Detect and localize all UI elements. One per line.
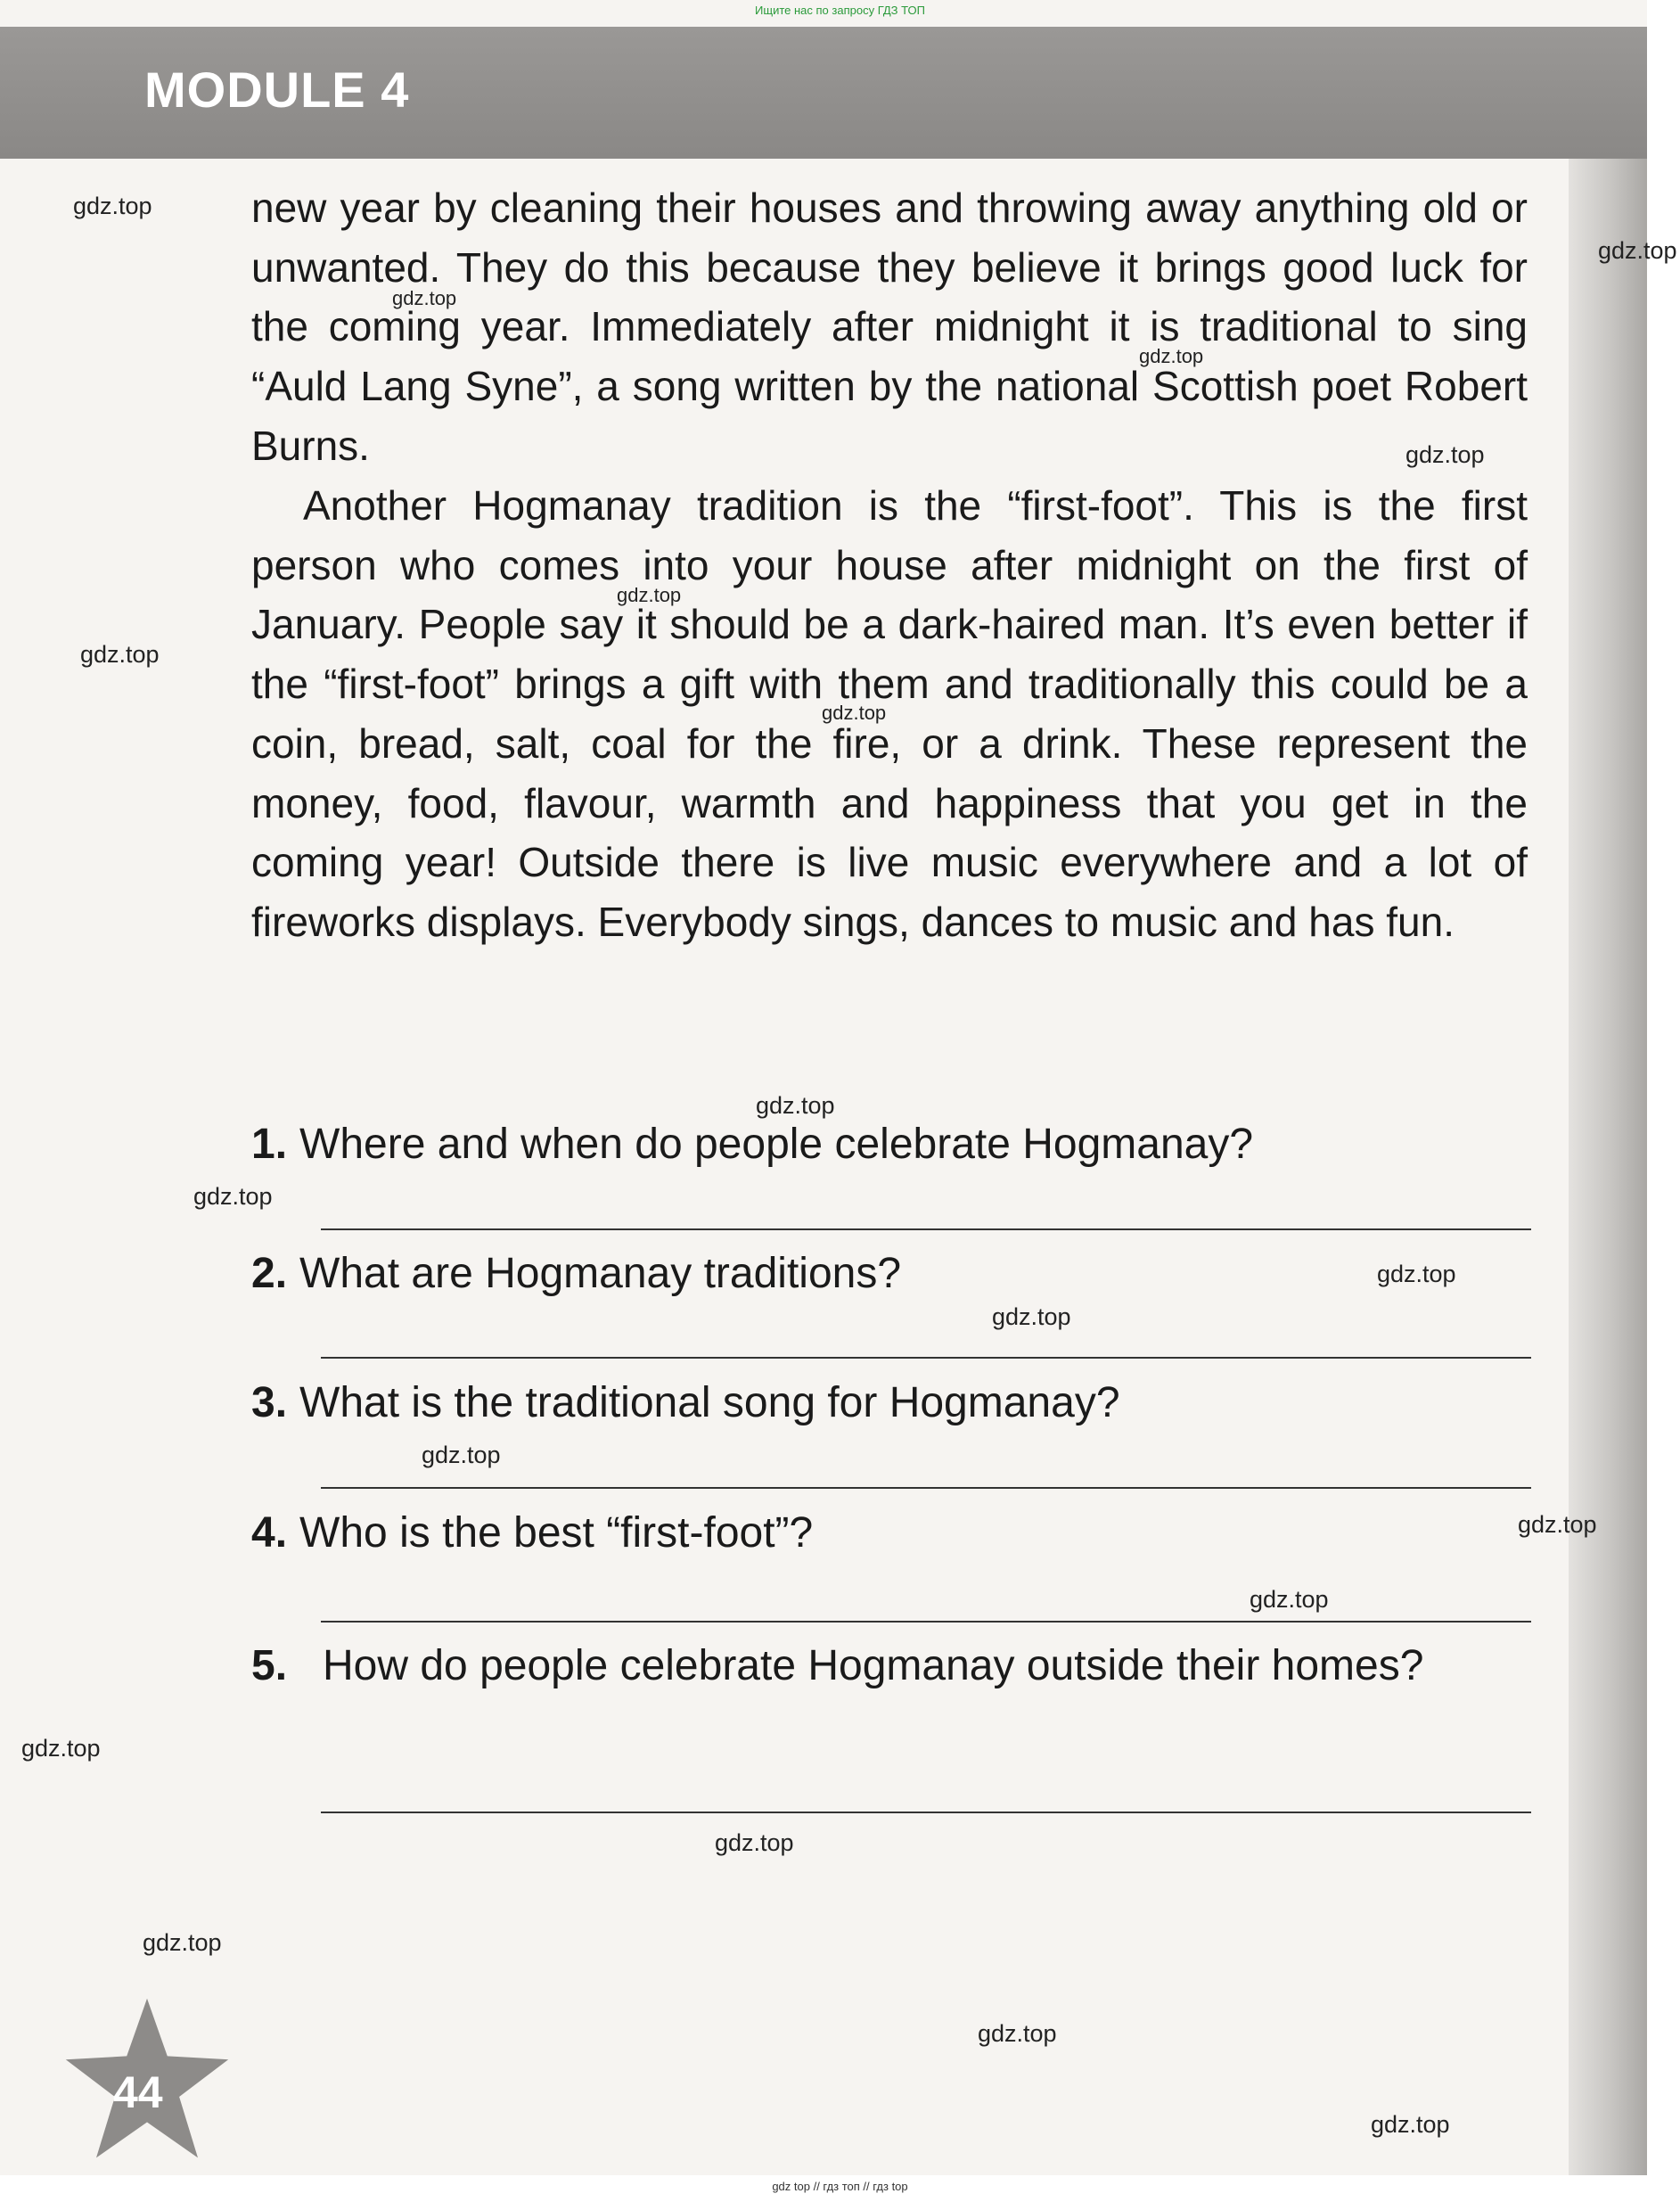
watermark: gdz.top: [1377, 1261, 1456, 1287]
watermark: gdz.top: [992, 1303, 1071, 1330]
answer-line-4[interactable]: [321, 1621, 1531, 1623]
question-4: [251, 1503, 1535, 1564]
watermark: gdz.top: [1598, 237, 1677, 264]
question-number: 2.: [251, 1250, 288, 1297]
question-number: 4.: [251, 1509, 288, 1557]
watermark: gdz.top: [392, 287, 457, 309]
watermark: gdz.top: [1371, 2111, 1450, 2138]
question-3: [251, 1373, 1535, 1434]
page-number: 44: [113, 2067, 163, 2117]
answer-line-5[interactable]: [321, 1812, 1531, 1813]
question-text: What are Hogmanay traditions?: [299, 1250, 902, 1297]
question-5: [251, 1636, 1533, 1697]
answer-line-1[interactable]: [321, 1228, 1531, 1230]
reading-paragraph-2: Another Hogmanay tradition is the “first-foot”. This is the first person who comes into your house after midnight on the first of January. People say it should be a dark-haired man. It’s even better if the “first-foot” brings a gift with them and traditionally this could be a coin, bread, salt, coal for the fire, or a drink. These represent the money, food, flavour, warmth and happiness that you get in the coming year! Outside there is live music everywhere and a lot of fireworks displays. Everybody sings, dances to music and has fun.: [251, 482, 1528, 945]
question-2: [251, 1244, 1535, 1304]
bottom-note: gdz top // гдз топ // гдз top: [772, 2180, 908, 2193]
page-edge-shadow: [1569, 27, 1647, 2175]
question-text: Where and when do people celebrate Hogmanay?: [299, 1121, 1254, 1168]
answer-line-3[interactable]: [321, 1487, 1531, 1489]
watermark: gdz.top: [1518, 1511, 1597, 1538]
question-1: [251, 1114, 1535, 1175]
watermark: gdz.top: [80, 641, 160, 668]
top-note: Ищите нас по запросу ГДЗ ТОП: [755, 4, 925, 17]
watermark: gdz.top: [143, 1929, 222, 1956]
module-title: MODULE 4: [144, 62, 410, 118]
watermark: gdz.top: [422, 1442, 501, 1468]
watermark: gdz.top: [1250, 1586, 1329, 1613]
watermark: gdz.top: [21, 1735, 101, 1762]
watermark: gdz.top: [73, 193, 152, 219]
watermark: gdz.top: [978, 2020, 1057, 2047]
question-5-layout: [251, 1636, 1533, 1697]
question-number: 3.: [251, 1379, 288, 1426]
watermark: gdz.top: [193, 1183, 273, 1210]
question-text: Who is the best “first-foot”?: [299, 1509, 814, 1557]
answer-line-2[interactable]: [321, 1357, 1531, 1359]
watermark: gdz.top: [756, 1092, 835, 1119]
question-number: 1.: [251, 1121, 288, 1168]
question-text: What is the traditional song for Hogmanay?: [299, 1379, 1120, 1426]
reading-paragraph-1: new year by cleaning their houses and throwing away anything old or unwanted. They do this because they believe it brings good luck for the coming year. Immediately after midnight it is traditional to sing “Auld Lang Syne”, a song written by the national Scottish poet Robert Burns.: [251, 185, 1528, 469]
question-number: 5.: [251, 1642, 288, 1689]
watermark: gdz.top: [1139, 345, 1204, 367]
watermark: gdz.top: [617, 584, 682, 606]
watermark: gdz.top: [822, 702, 887, 724]
watermark: gdz.top: [715, 1829, 794, 1856]
question-text: How do people celebrate Hogmanay outside their homes?: [323, 1642, 1424, 1689]
watermark: gdz.top: [1405, 441, 1485, 468]
